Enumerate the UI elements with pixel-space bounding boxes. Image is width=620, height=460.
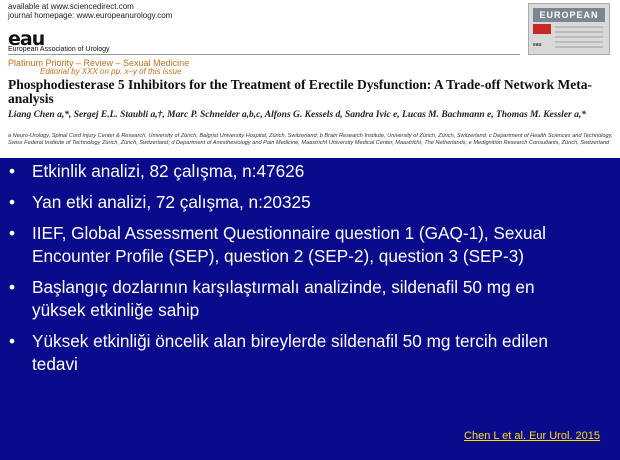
journal-cover-thumbnail	[528, 3, 610, 55]
bullet-item: • Yan etki analizi, 72 çalışma, n:20325	[32, 191, 592, 214]
bullet-item: • IIEF, Global Assessment Questionnaire question 1 (GAQ-1), Sexual Encounter Profile (SEP), question 2 (SEP-2), question 3 (SEP-3)	[32, 222, 592, 268]
journal-homepage-line: journal homepage: www.europeanurology.com	[8, 11, 173, 20]
bullet-item: • Etkinlik analizi, 82 çalışma, n:47626	[32, 160, 592, 183]
article-authors: Liang Chen a,*, Sergej E.L. Staubli a,†, Marc P. Schneider a,b,c, Alfons G. Kessels d, Sandra Ivic e, Lucas M. Bachmann e, Thomas M. Kessler a,*	[8, 110, 586, 120]
eau-logo	[8, 30, 158, 52]
article-header-image	[0, 0, 620, 158]
cover-title: EUROPEAN	[533, 8, 605, 22]
article-category: Platinum Priority – Review – Sexual Medicine	[8, 58, 190, 68]
eau-logo-text: European Association of Urology	[8, 46, 110, 53]
header-divider	[8, 54, 520, 55]
cover-red-block	[533, 24, 551, 34]
bullet-list	[0, 160, 592, 384]
bullet-item: • Yüksek etkinliği öncelik alan bireylerde sildenafil 50 mg tercih edilen tedavi	[32, 330, 592, 376]
author-affiliations: a Neuro-Urology, Spinal Cord Injury Center & Research, University of Zürich, Balgrist University Hospital, Zürich, Switzerland; b Brain Research Institute, University of Zürich, Zürich, Switzerland; c Department of Health Sciences and Technology, Swiss Federal Institute of Technology Zürich, Zürich, Switzerland; d Department of Anesthesiology and Pain Medicine, Maastricht University Medical Center, Maastricht, The Netherlands; e Medignition Research Consultants, Zürich, Switzerland	[8, 133, 613, 146]
cover-text-lines	[555, 26, 603, 50]
editorial-note: Editorial by XXX on pp. x–y of this issue	[40, 67, 182, 76]
journal-info	[8, 2, 172, 20]
bullet-item: • Başlangıç dozlarının karşılaştırmalı analizinde, sildenafil 50 mg en yüksek etkinliğe sahip	[32, 276, 592, 322]
cover-logo: eau	[533, 42, 542, 48]
eau-logo-mark: eau	[8, 28, 45, 50]
citation-link[interactable]: Chen L et al. Eur Urol. 2015	[464, 430, 600, 442]
article-title: Phosphodiesterase 5 Inhibitors for the Treatment of Erectile Dysfunction: A Trade-off Network Meta-analysis	[8, 77, 592, 106]
available-line: available at www.sciencedirect.com	[8, 2, 134, 11]
